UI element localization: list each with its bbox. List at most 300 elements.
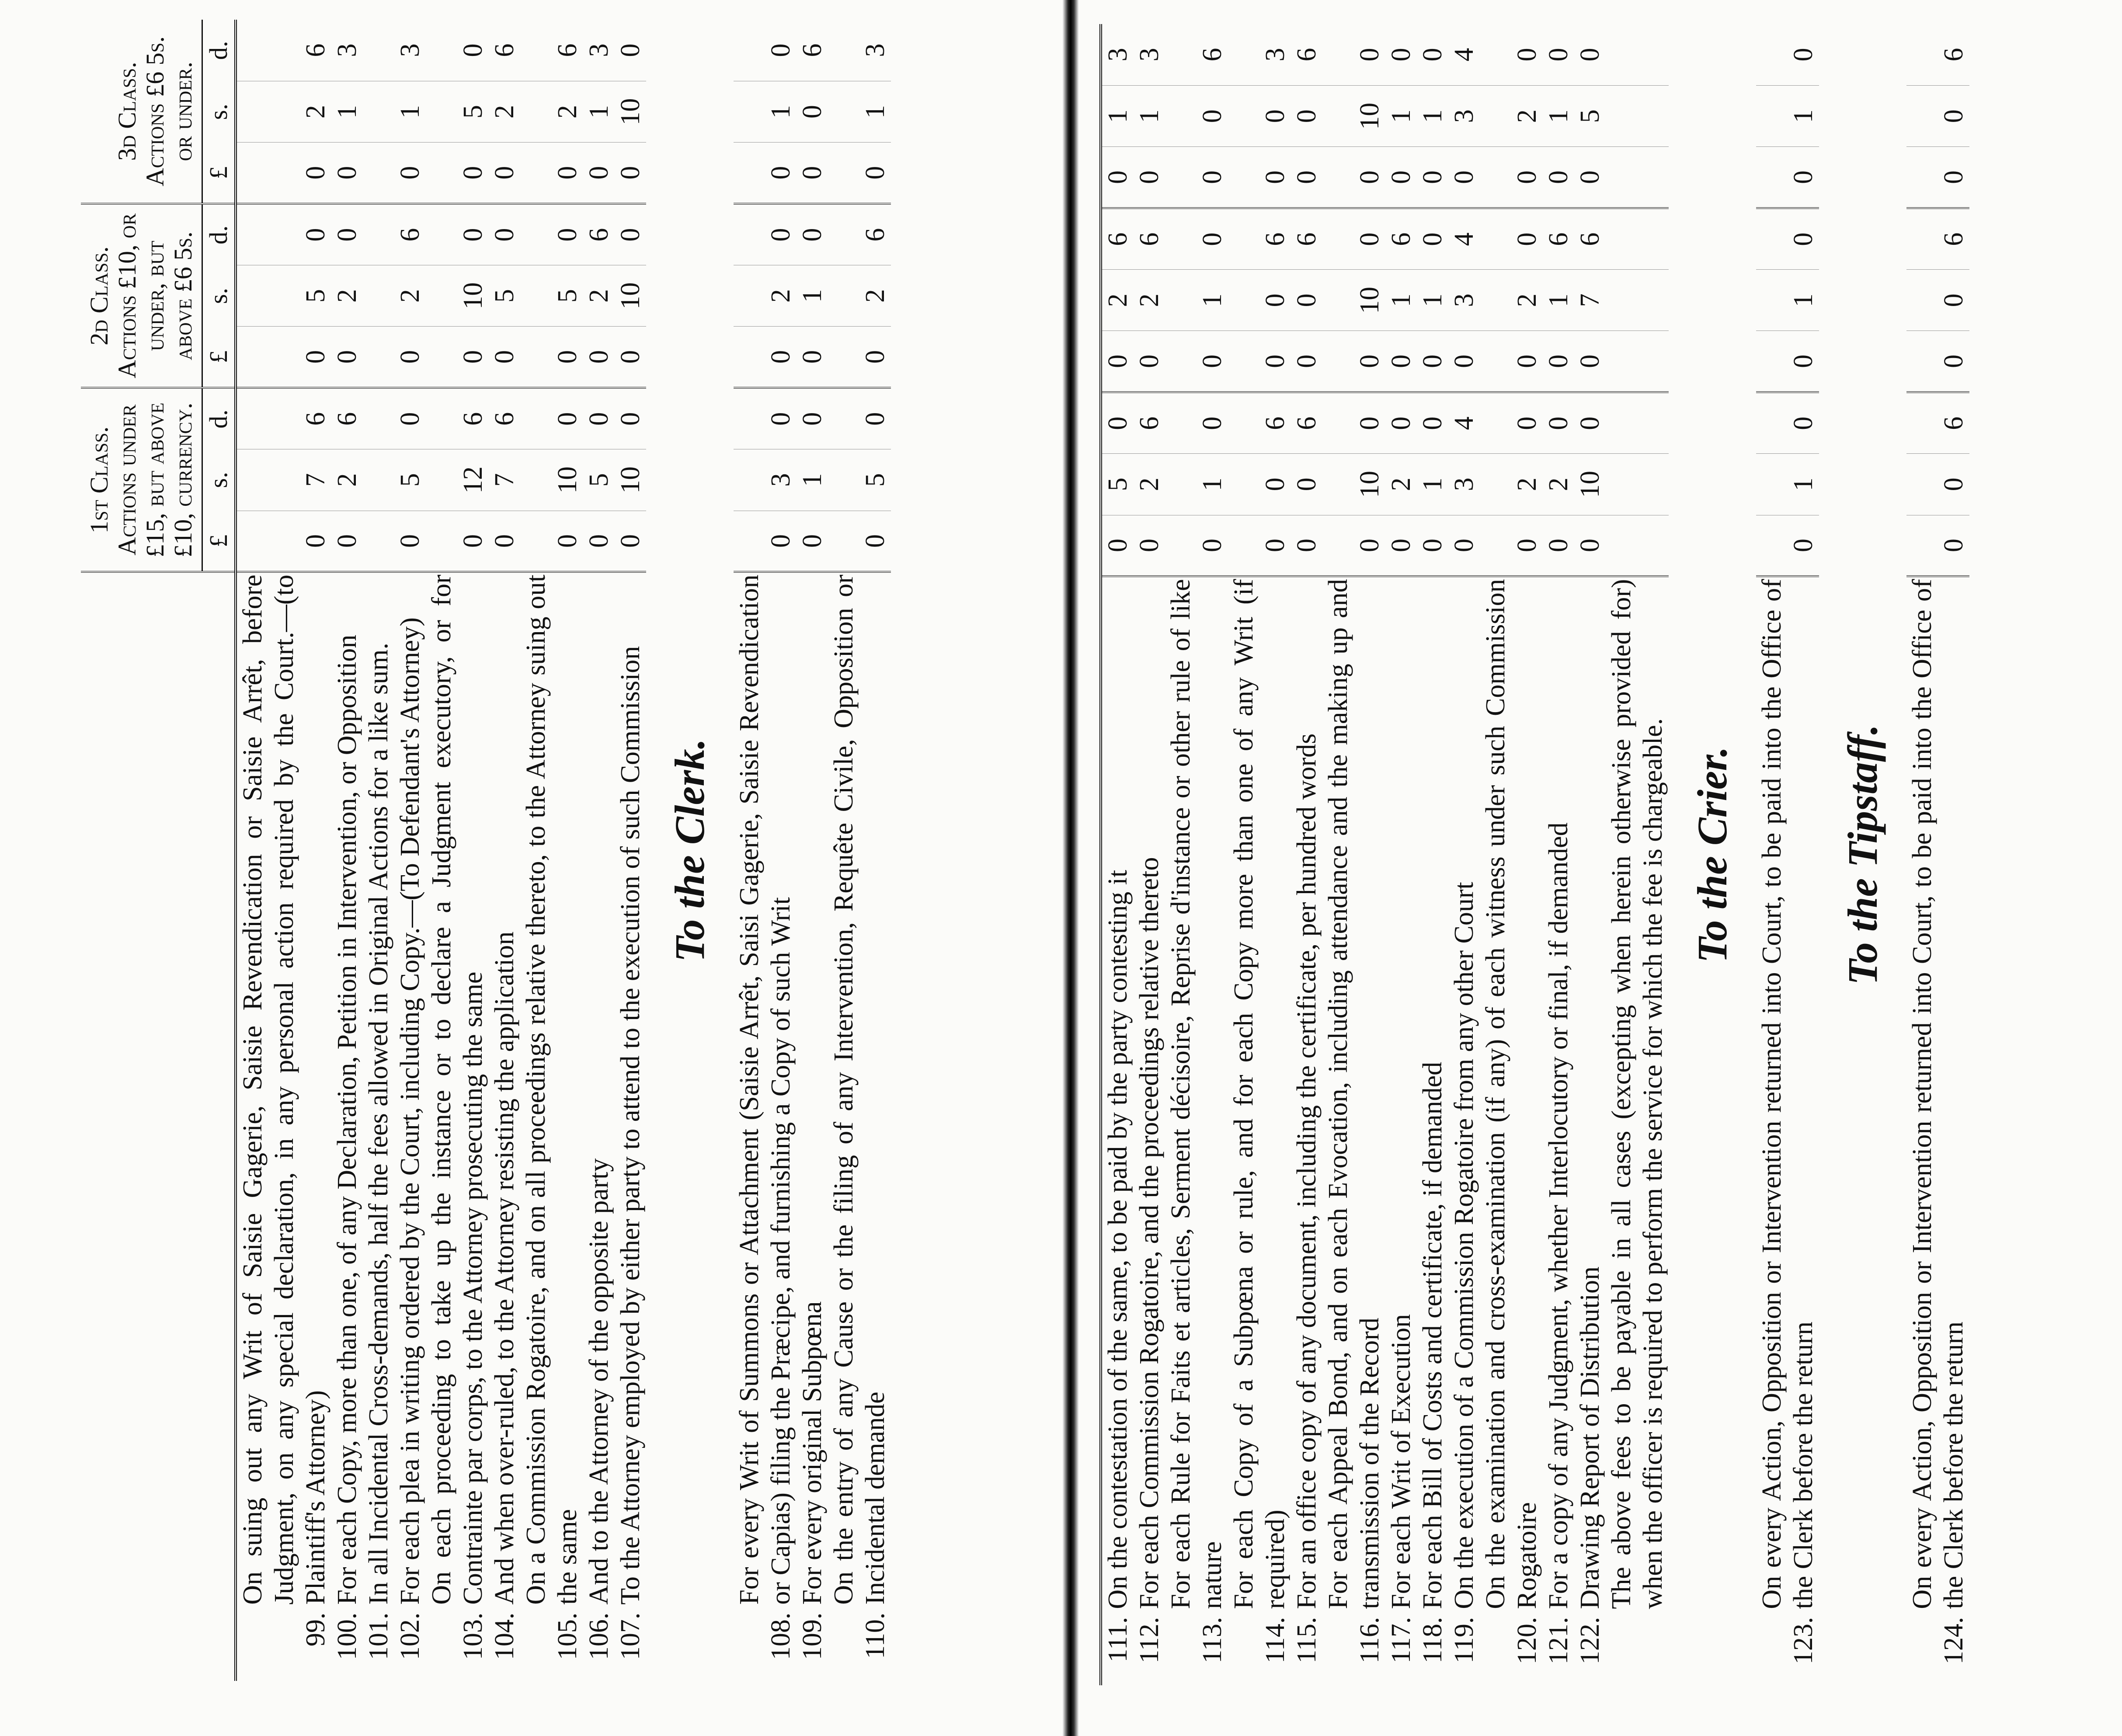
amount-shillings: 2 (520, 81, 583, 142)
amount-shillings: 5 (1574, 86, 1606, 147)
unit-shillings: s. (202, 449, 236, 511)
amount-pence: 6 (1574, 208, 1606, 269)
amount-pounds: 0 (828, 143, 891, 204)
amount-pounds: 0 (1480, 515, 1543, 576)
amount-pounds (1606, 331, 1669, 392)
amount-pounds: 0 (583, 143, 615, 204)
amount-pounds: 0 (1543, 515, 1574, 576)
amount-pence: 4 (1448, 24, 1480, 86)
amount-shillings: 2 (331, 265, 363, 327)
amount-pounds: 0 (583, 327, 615, 388)
amount-pounds: 0 (797, 327, 828, 388)
amount-pence: 0 (520, 388, 583, 449)
amount-shillings: 3 (734, 449, 797, 511)
amount-shillings: 0 (1906, 454, 1969, 515)
amount-pence: 0 (426, 20, 489, 81)
item-number: 122. (1575, 1617, 1605, 1665)
amount-pounds (1606, 147, 1669, 208)
item-number: 101. (364, 1612, 393, 1660)
amount-pence: 0 (1322, 392, 1385, 453)
amount-pounds: 0 (1165, 515, 1228, 576)
amount-pounds (363, 143, 394, 204)
item-number: 107. (616, 1612, 645, 1660)
item-description: For each Appeal Bond, and on each Evocation, including attendance and the making up and transmission of the Record (1323, 579, 1385, 1609)
amount-shillings: 1 (1417, 454, 1448, 515)
amount-shillings: 1 (1543, 270, 1574, 331)
fee-row (1906, 24, 1969, 1685)
fee-row (426, 20, 489, 1681)
section-heading: To the Tipstaff. (1839, 724, 1886, 985)
item-description: For each Copy of a Subpœna or rule, and for each Copy more than one of any Writ (if required) (1229, 579, 1290, 1609)
amount-shillings: 1 (1543, 86, 1574, 147)
amount-pounds: 0 (1574, 331, 1606, 392)
amount-pence (1606, 208, 1669, 269)
amount-pence: 6 (236, 20, 331, 81)
amount-pence: 0 (583, 388, 615, 449)
right-fees-body (1101, 24, 1969, 1685)
amount-pounds: 0 (1228, 147, 1291, 208)
item-number (1606, 1611, 1669, 1685)
amount-pounds: 0 (1756, 515, 1819, 576)
amount-pounds: 0 (1543, 331, 1574, 392)
amount-shillings: 3 (1448, 454, 1480, 515)
item-description: And to the Attorney of the opposite party (584, 1158, 614, 1605)
amount-pence: 0 (1756, 392, 1819, 453)
amount-pence: 0 (615, 20, 646, 81)
amount-pence: 3 (394, 20, 426, 81)
item-number: 100. (332, 1612, 362, 1660)
amount-pounds: 0 (236, 511, 331, 572)
item-description: For a copy of any Judgment, whether Interlocutory or final, if demanded (1544, 822, 1573, 1609)
amount-pence: 3 (1101, 24, 1134, 86)
item-description: On the execution of a Commission Rogatoire from any other Court (1449, 882, 1479, 1609)
amount-pounds: 0 (1385, 147, 1417, 208)
amount-shillings: 3 (1448, 270, 1480, 331)
amount-pounds: 0 (331, 327, 363, 388)
amount-shillings: 2 (331, 449, 363, 511)
item-description: On the examination and cross-examination (if any) of each witness under such Commission Rogatoire (1481, 579, 1542, 1609)
amount-pence: 0 (797, 388, 828, 449)
amount-pounds: 0 (1322, 515, 1385, 576)
section-heading: To the Crier. (1689, 746, 1736, 963)
amount-pence: 0 (489, 204, 520, 265)
amount-shillings: 3 (1448, 86, 1480, 147)
amount-shillings: 7 (236, 449, 331, 511)
amount-pounds: 0 (1417, 147, 1448, 208)
amount-pounds: 0 (1417, 515, 1448, 576)
amount-shillings: 1 (1417, 270, 1448, 331)
amount-pence: 6 (426, 388, 489, 449)
amount-pounds: 0 (236, 327, 331, 388)
item-description: For every original Subpœna (797, 1301, 827, 1605)
fee-row (1606, 24, 1669, 1685)
amount-pounds: 0 (331, 511, 363, 572)
fee-row (1322, 24, 1385, 1685)
amount-shillings: 1 (1165, 454, 1228, 515)
amount-pounds: 0 (615, 511, 646, 572)
amount-shillings: 5 (1101, 454, 1134, 515)
amount-shillings: 10 (615, 265, 646, 327)
item-description: For each Copy, more than one, of any Declaration, Petition in Intervention, or Opposition (332, 634, 362, 1605)
amount-pence: 0 (1165, 208, 1228, 269)
item-number: 106. (584, 1612, 614, 1660)
item-description: On suing out any Writ of Saisie Gagerie, Saisie Revendication or Saisie Arrêt, before Judgment, on any special declaration, in any personal action required by the Court.—(to Plaintiff's Attorney) (238, 574, 330, 1605)
amount-shillings: 1 (797, 265, 828, 327)
amount-pence: 3 (583, 20, 615, 81)
unit-pounds: £ (202, 511, 236, 572)
amount-pence: 6 (1134, 208, 1165, 269)
item-description: On the entry of any Cause or the filing of any Intervention, Requête Civile, Opposition or Incidental demande (829, 574, 890, 1605)
amount-shillings: 5 (426, 81, 489, 142)
fee-row (1228, 24, 1291, 1685)
amount-pence: 3 (331, 20, 363, 81)
amount-pounds: 0 (615, 327, 646, 388)
item-number: 103. (458, 1612, 488, 1660)
amount-shillings: 2 (1385, 454, 1417, 515)
amount-shillings: 1 (1417, 86, 1448, 147)
class-header-row (81, 20, 202, 1681)
amount-shillings: 0 (1906, 86, 1969, 147)
amount-pounds: 0 (1322, 331, 1385, 392)
item-number: 105. (553, 1612, 582, 1660)
amount-pence: 0 (394, 388, 426, 449)
amount-shillings: 0 (1291, 270, 1322, 331)
amount-shillings: 1 (1756, 454, 1819, 515)
amount-pounds: 0 (520, 511, 583, 572)
amount-pounds: 0 (1448, 147, 1480, 208)
fee-row (1756, 24, 1819, 1685)
amount-pence: 6 (1228, 208, 1291, 269)
item-number: 117. (1386, 1617, 1416, 1663)
unit-pounds: £ (202, 143, 236, 204)
amount-shillings: 10 (615, 449, 646, 511)
item-number: 118. (1418, 1617, 1447, 1663)
amount-shillings: 10 (1322, 454, 1385, 515)
amount-pounds: 0 (394, 327, 426, 388)
amount-pence: 0 (797, 204, 828, 265)
amount-shillings: 0 (1228, 454, 1291, 515)
amount-pence: 3 (1228, 24, 1291, 86)
amount-pence: 6 (1906, 24, 1969, 86)
amount-pounds: 0 (426, 327, 489, 388)
fee-row (797, 20, 828, 1681)
amount-pence: 6 (1291, 392, 1322, 453)
amount-pounds: 0 (1291, 515, 1322, 576)
left-fees-table (81, 20, 891, 1681)
amount-shillings (1606, 270, 1669, 331)
amount-pounds: 0 (1228, 331, 1291, 392)
amount-shillings: 1 (1101, 86, 1134, 147)
amount-pence: 6 (1134, 392, 1165, 453)
amount-pounds: 0 (1480, 331, 1543, 392)
amount-pence: 6 (1543, 208, 1574, 269)
amount-pounds: 0 (828, 511, 891, 572)
amount-pounds: 0 (1385, 515, 1417, 576)
amount-pounds: 0 (797, 511, 828, 572)
amount-pounds: 0 (1101, 147, 1134, 208)
amount-shillings: 1 (1165, 270, 1228, 331)
amount-shillings: 12 (426, 449, 489, 511)
amount-pence: 0 (1756, 24, 1819, 86)
fee-row (1574, 24, 1606, 1685)
amount-pence: 6 (1385, 208, 1417, 269)
item-description: For each Bill of Costs and certificate, if demanded (1418, 1061, 1447, 1609)
amount-shillings: 5 (583, 449, 615, 511)
amount-pence: 6 (1291, 208, 1322, 269)
amount-pence: 6 (797, 20, 828, 81)
amount-pounds: 0 (583, 511, 615, 572)
amount-pence (363, 204, 394, 265)
item-number: 115. (1292, 1617, 1322, 1663)
amount-pence: 6 (1101, 208, 1134, 269)
amount-shillings: 2 (734, 265, 797, 327)
amount-pounds: 0 (1101, 331, 1134, 392)
amount-pence: 0 (615, 388, 646, 449)
fee-row (1480, 24, 1543, 1685)
amount-shillings: 0 (1165, 86, 1228, 147)
amount-pence: 0 (1543, 24, 1574, 86)
amount-pounds (363, 511, 394, 572)
amount-pence: 0 (1322, 208, 1385, 269)
amount-shillings (363, 449, 394, 511)
item-number: 114. (1260, 1617, 1290, 1663)
amount-pence: 0 (331, 204, 363, 265)
unit-shillings: s. (202, 265, 236, 327)
amount-pence: 4 (1448, 208, 1480, 269)
amount-shillings (363, 81, 394, 142)
amount-pence: 6 (583, 204, 615, 265)
amount-shillings: 0 (1906, 270, 1969, 331)
amount-pence: 6 (1906, 392, 1969, 453)
amount-pence: 0 (1385, 24, 1417, 86)
left-page (81, 20, 1086, 1681)
amount-pounds: 0 (734, 143, 797, 204)
amount-pence: 0 (1756, 208, 1819, 269)
amount-pounds: 0 (1448, 331, 1480, 392)
item-description: On every Action, Opposition or Intervention returned into Court, to be paid into the Office of the Clerk before the return (1757, 579, 1818, 1609)
item-description: For each Rule for Faits et articles, Serment décisoire, Reprise d'instance or other rule of like nature (1166, 579, 1227, 1609)
amount-pounds: 0 (489, 511, 520, 572)
amount-pence: 6 (394, 204, 426, 265)
fee-row (1291, 24, 1322, 1685)
amount-pence: 0 (734, 204, 797, 265)
item-number: 109. (797, 1612, 827, 1660)
fee-row (1134, 24, 1165, 1685)
amount-pence: 0 (1165, 392, 1228, 453)
amount-pence: 0 (1417, 208, 1448, 269)
fee-row (1385, 24, 1417, 1685)
unit-header-row (202, 20, 236, 1681)
amount-pence: 6 (489, 388, 520, 449)
amount-pence: 6 (1906, 208, 1969, 269)
item-number: 104. (490, 1612, 519, 1660)
amount-shillings: 1 (1756, 270, 1819, 331)
amount-shillings: 10 (520, 449, 583, 511)
amount-pounds: 0 (1291, 331, 1322, 392)
item-description: In all Incidental Cross-demands, half the fees allowed in Original Actions for a like sum. (364, 643, 393, 1605)
amount-shillings: 0 (1291, 454, 1322, 515)
section-heading-row (1819, 24, 1906, 1685)
item-description: For each Commission Rogatoire, and the proceedings relative thereto (1134, 857, 1164, 1609)
amount-pounds: 0 (1417, 331, 1448, 392)
section-heading: To the Clerk. (666, 738, 713, 962)
amount-pence (363, 20, 394, 81)
amount-shillings: 2 (1101, 270, 1134, 331)
amount-shillings: 2 (1134, 454, 1165, 515)
amount-shillings: 5 (520, 265, 583, 327)
amount-pounds: 0 (1291, 147, 1322, 208)
amount-shillings: 10 (1322, 86, 1385, 147)
amount-pence: 6 (1228, 392, 1291, 453)
amount-pence: 0 (1574, 392, 1606, 453)
amount-pence: 6 (236, 388, 331, 449)
amount-pounds: 0 (394, 511, 426, 572)
amount-pence: 3 (1134, 24, 1165, 86)
item-number: 124. (1939, 1617, 1969, 1665)
left-fees-body (236, 20, 891, 1681)
amount-pounds: 0 (1906, 515, 1969, 576)
amount-shillings: 2 (394, 265, 426, 327)
amount-pounds: 0 (1134, 515, 1165, 576)
amount-pence: 3 (828, 20, 891, 81)
amount-pounds: 0 (1165, 147, 1228, 208)
amount-pounds: 0 (1385, 331, 1417, 392)
amount-pounds: 0 (1101, 515, 1134, 576)
fee-row (520, 20, 583, 1681)
amount-pence: 6 (1165, 24, 1228, 86)
amount-pounds: 0 (1480, 147, 1543, 208)
amount-shillings: 1 (1756, 86, 1819, 147)
item-number: 119. (1449, 1617, 1479, 1663)
amount-pounds: 0 (331, 143, 363, 204)
amount-pounds: 0 (1448, 515, 1480, 576)
amount-shillings: 5 (489, 265, 520, 327)
amount-pence: 0 (734, 388, 797, 449)
amount-pounds: 0 (1906, 147, 1969, 208)
amount-shillings: 2 (489, 81, 520, 142)
amount-shillings: 7 (1574, 270, 1606, 331)
amount-pence: 4 (1448, 392, 1480, 453)
amount-pounds: 0 (426, 511, 489, 572)
item-description: On the contestation of the same, to be paid by the party contesting it (1103, 870, 1133, 1609)
amount-pounds: 0 (1756, 147, 1819, 208)
amount-pounds: 0 (1165, 331, 1228, 392)
item-description: For an office copy of any document, including the certificate, per hundred words (1292, 733, 1322, 1609)
item-description: On every Action, Opposition or Intervention returned into Court, to be paid into the Office of the Clerk before the return (1907, 579, 1969, 1609)
section-heading-row (646, 20, 734, 1681)
amount-pence: 6 (520, 20, 583, 81)
amount-pounds (1606, 515, 1669, 576)
second-class-header: 2d Class. Actions £10, or under, but above £6 5s. (81, 204, 202, 388)
amount-shillings: 1 (734, 81, 797, 142)
fee-row (1543, 24, 1574, 1685)
amount-shillings: 1 (583, 81, 615, 142)
unit-pence: d. (202, 388, 236, 449)
amount-pounds (363, 327, 394, 388)
amount-pence: 6 (331, 388, 363, 449)
fee-row (734, 20, 797, 1681)
item-number: 121. (1544, 1617, 1573, 1665)
amount-pounds: 0 (489, 327, 520, 388)
amount-shillings: 0 (1291, 86, 1322, 147)
amount-pounds: 0 (1756, 331, 1819, 392)
fee-row (363, 20, 394, 1681)
amount-pence: 0 (1574, 24, 1606, 86)
amount-shillings: 5 (236, 265, 331, 327)
amount-shillings: 10 (1322, 270, 1385, 331)
fee-row (615, 20, 646, 1681)
fee-row (583, 20, 615, 1681)
amount-pounds: 0 (236, 143, 331, 204)
item-description: For each plea in writing ordered by the Court, including Copy.—(To Defendant's Attorney) (395, 617, 425, 1605)
amount-shillings: 0 (797, 81, 828, 142)
amount-pence: 0 (1417, 392, 1448, 453)
amount-shillings: 2 (1480, 270, 1543, 331)
item-number: 123. (1788, 1617, 1818, 1665)
amount-pounds: 0 (1134, 331, 1165, 392)
amount-pounds: 0 (489, 143, 520, 204)
fee-row (1448, 24, 1480, 1685)
amount-pounds: 0 (828, 327, 891, 388)
amount-pence: 0 (1417, 24, 1448, 86)
amount-pounds: 0 (1574, 147, 1606, 208)
section-heading-row (1669, 24, 1756, 1685)
amount-pence: 0 (1480, 392, 1543, 453)
item-number: 111. (1103, 1617, 1133, 1663)
item-description: On a Commission Rogatoire, and on all proceedings relative thereto, to the Attorney suing out the same (521, 574, 582, 1605)
item-description: Drawing Report of Distribution (1575, 1266, 1605, 1609)
amount-pounds: 0 (1906, 331, 1969, 392)
amount-pounds: 0 (734, 327, 797, 388)
item-description: On each proceeding to take up the instance or to declare a Judgment executory, or for Contrainte par corps, to the Attorney prosecuting the same (427, 574, 488, 1605)
amount-pence: 6 (828, 204, 891, 265)
amount-shillings: 1 (797, 449, 828, 511)
amount-shillings: 1 (1134, 86, 1165, 147)
amount-pence: 0 (828, 388, 891, 449)
amount-shillings: 5 (394, 449, 426, 511)
item-number: 120. (1512, 1617, 1542, 1665)
amount-shillings: 0 (1228, 86, 1291, 147)
item-number: 113. (1197, 1617, 1227, 1663)
amount-pounds: 0 (797, 143, 828, 204)
third-class-header: 3d Class. Actions £6 5s. or under. (81, 20, 202, 204)
item-description: For each Writ of Execution (1386, 1314, 1416, 1609)
fee-row (236, 20, 331, 1681)
amount-shillings: 10 (1574, 454, 1606, 515)
item-number: 112. (1134, 1617, 1164, 1663)
item-number: 116. (1355, 1617, 1385, 1663)
item-description: The above fees to be payable in all cases (excepting when herein otherwise provided for) when the officer is required to perform the service for which the fee is chargeable. (1607, 579, 1668, 1609)
amount-pounds: 0 (520, 327, 583, 388)
unit-shillings: s. (202, 81, 236, 142)
amount-pence: 0 (734, 20, 797, 81)
unit-pence: d. (202, 204, 236, 265)
amount-pounds: 0 (615, 143, 646, 204)
amount-shillings: 2 (1480, 86, 1543, 147)
amount-shillings: 2 (583, 265, 615, 327)
amount-pounds: 0 (734, 511, 797, 572)
amount-pence: 0 (1322, 24, 1385, 86)
amount-pence: 0 (426, 204, 489, 265)
amount-shillings: 1 (1385, 270, 1417, 331)
right-fees-table (1099, 24, 1969, 1685)
amount-shillings: 1 (828, 81, 891, 142)
amount-shillings: 1 (1385, 86, 1417, 147)
right-page (1099, 24, 2105, 1685)
fee-row (489, 20, 520, 1681)
amount-pounds: 0 (520, 143, 583, 204)
item-number: 99. (301, 1612, 330, 1647)
